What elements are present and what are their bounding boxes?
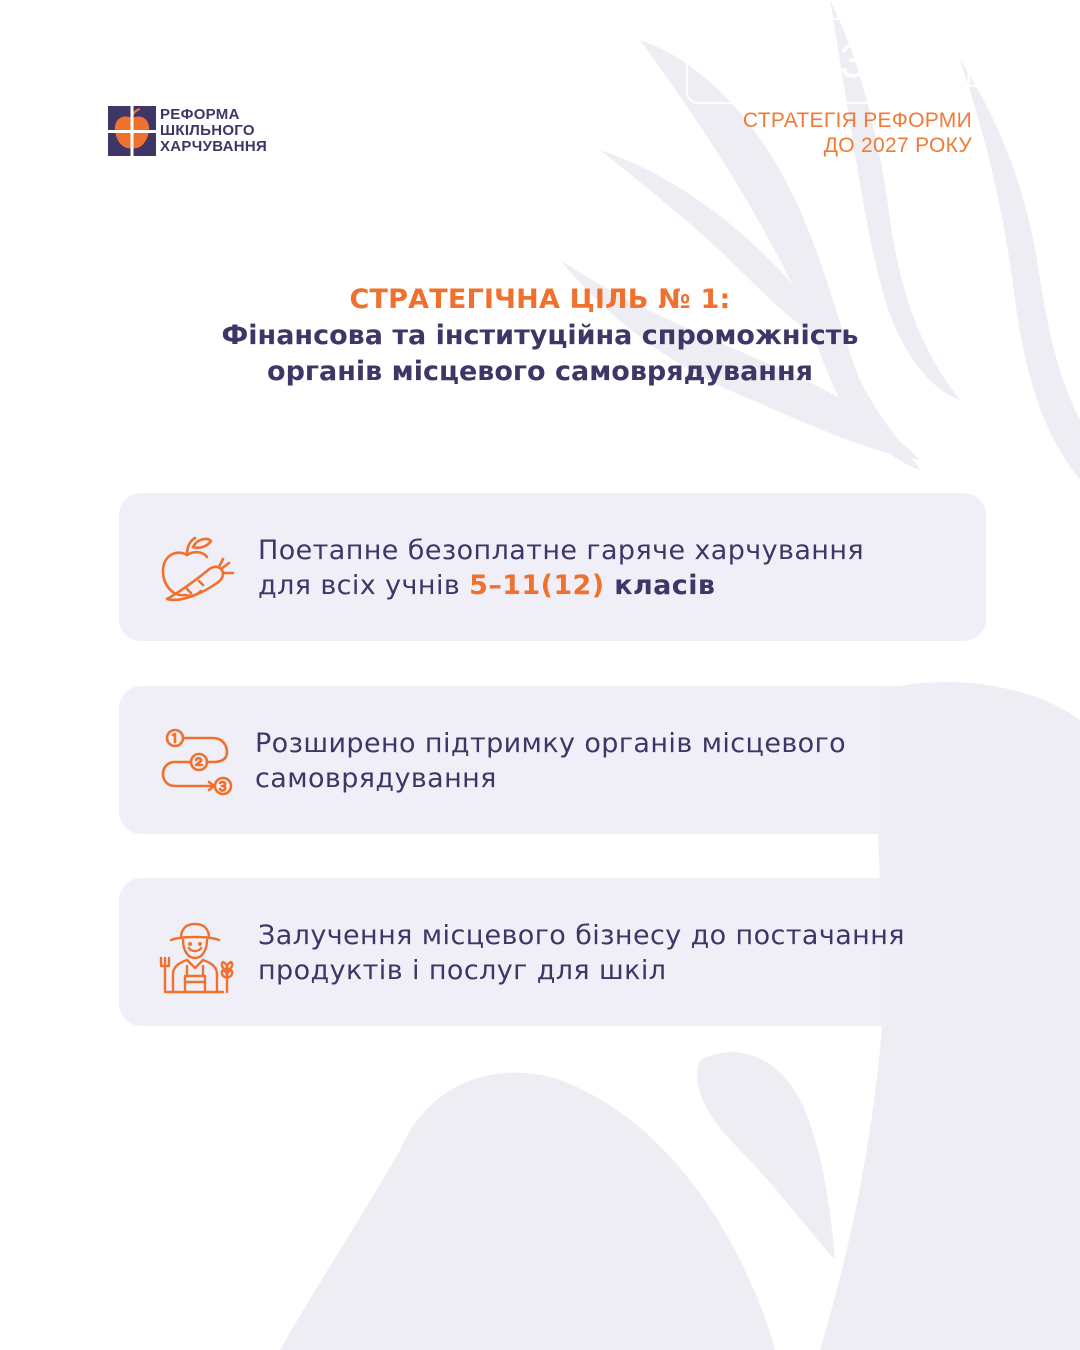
title-line-1: Фінансова та інституційна спроможність bbox=[221, 320, 859, 351]
goal-meals-prefix: для всіх учнів bbox=[258, 570, 470, 601]
goal-card-support bbox=[119, 686, 986, 834]
goal-card-meals bbox=[119, 493, 986, 641]
goal-support-line-2: самоврядування bbox=[255, 763, 497, 794]
logo-text bbox=[160, 107, 267, 155]
strategy-caption bbox=[743, 108, 972, 158]
watermark-text bbox=[896, 28, 1066, 94]
goal-text-business bbox=[258, 918, 905, 988]
logo-word-2: ШКІЛЬНОГО bbox=[160, 122, 255, 139]
title-line-2: органів місцевого самоврядування bbox=[267, 356, 813, 387]
goal-text-meals bbox=[258, 533, 864, 603]
title-accent: СТРАТЕГІЧНА ЦІЛЬ № 1: bbox=[349, 284, 731, 315]
steps-123-icon bbox=[157, 726, 237, 806]
site-watermark bbox=[686, 18, 1066, 104]
apple-carrot-icon bbox=[157, 533, 237, 613]
watermark-line-1: сайт міста bbox=[896, 28, 1040, 61]
goal-meals-suffix: класів bbox=[604, 570, 716, 601]
goal-business-line-2: продуктів і послуг для шкіл bbox=[258, 955, 667, 986]
watermark-number: 63 bbox=[686, 18, 886, 104]
goal-meals-line-2 bbox=[258, 568, 864, 603]
caption-line-2: ДО 2027 РОКУ bbox=[823, 134, 972, 157]
logo-word-1: РЕФОРМА bbox=[160, 106, 240, 123]
goal-meals-line-1: Поетапне безоплатне гаряче харчування bbox=[258, 535, 865, 566]
reform-logo bbox=[108, 106, 267, 156]
goal-business-line-1: Залучення місцевого бізнесу до постачання bbox=[258, 920, 905, 951]
grades-highlight: 5–11(12) bbox=[469, 570, 605, 601]
logo-word-3: ХАРЧУВАННЯ bbox=[160, 138, 268, 155]
goal-support-line-1: Розширено підтримку органів місцевого bbox=[255, 728, 847, 759]
watermark-line-2: Біла Церква bbox=[896, 61, 1066, 94]
page-title bbox=[0, 282, 1080, 390]
farmer-icon bbox=[157, 918, 237, 998]
caption-line-1: СТРАТЕГІЯ РЕФОРМИ bbox=[742, 109, 972, 132]
goal-card-business bbox=[119, 878, 986, 1026]
apple-grid-icon bbox=[108, 106, 156, 156]
goal-text-support bbox=[255, 726, 846, 796]
